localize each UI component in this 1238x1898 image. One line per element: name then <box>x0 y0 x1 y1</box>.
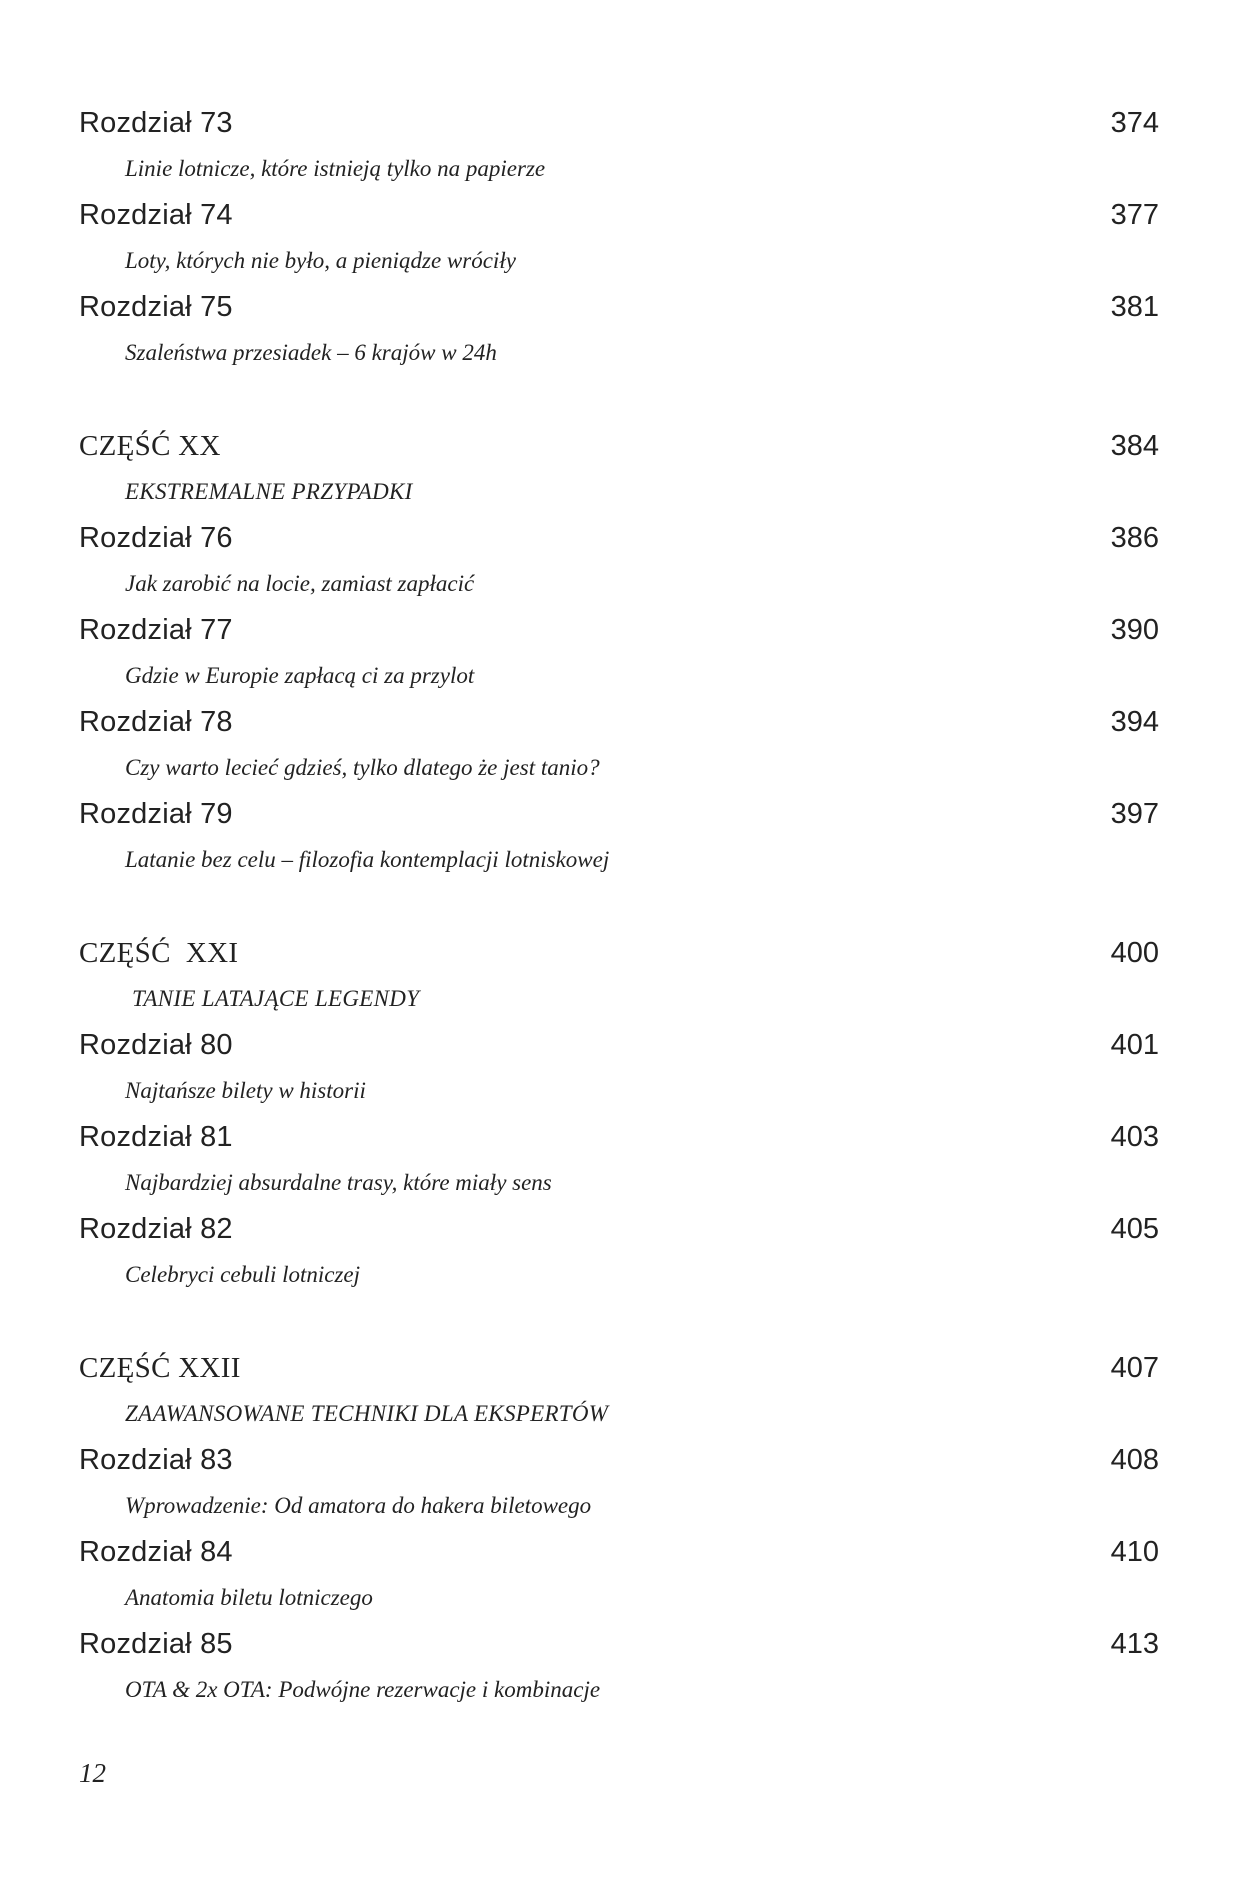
toc-chapter-row <box>79 192 1159 238</box>
chapter-title: Rozdział 74 <box>79 199 233 231</box>
chapter-subtitle: Szaleństwa przesiadek – 6 krajów w 24h <box>125 340 497 365</box>
page-number: 400 <box>1110 937 1159 969</box>
part-subtitle-row <box>79 469 1159 515</box>
toc-chapter-row <box>79 699 1159 745</box>
chapter-title: Rozdział 80 <box>79 1029 233 1061</box>
section-spacer <box>79 376 1159 423</box>
section-spacer <box>79 883 1159 930</box>
chapter-title: Rozdział 78 <box>79 706 233 738</box>
part-subtitle-row <box>79 1391 1159 1437</box>
toc-part-row <box>79 1345 1159 1391</box>
chapter-subtitle-row <box>79 330 1159 376</box>
chapter-subtitle: Najbardziej absurdalne trasy, które miały sens <box>125 1170 552 1195</box>
toc-chapter-row <box>79 1621 1159 1667</box>
chapter-subtitle-row <box>79 745 1159 791</box>
toc-chapter-row <box>79 791 1159 837</box>
chapter-subtitle: Najtańsze bilety w historii <box>125 1078 366 1103</box>
page-number: 413 <box>1110 1628 1159 1660</box>
chapter-title: Rozdział 76 <box>79 522 233 554</box>
toc-part-row <box>79 930 1159 976</box>
chapter-subtitle-row <box>79 1667 1159 1713</box>
part-subtitle-row <box>79 976 1159 1022</box>
chapter-title: Rozdział 85 <box>79 1628 233 1660</box>
chapter-title: Rozdział 81 <box>79 1121 233 1153</box>
chapter-title: Rozdział 79 <box>79 798 233 830</box>
toc-group <box>79 1345 1159 1713</box>
page-number: 384 <box>1110 430 1159 462</box>
toc-chapter-row <box>79 1437 1159 1483</box>
toc-chapter-row <box>79 1022 1159 1068</box>
chapter-subtitle: Jak zarobić na locie, zamiast zapłacić <box>125 571 475 596</box>
page-number: 374 <box>1110 107 1159 139</box>
chapter-title: Rozdział 73 <box>79 107 233 139</box>
page-number: 394 <box>1110 706 1159 738</box>
chapter-subtitle: Celebryci cebuli lotniczej <box>125 1262 361 1287</box>
chapter-subtitle-row <box>79 238 1159 284</box>
toc-group <box>79 100 1159 376</box>
chapter-subtitle: Anatomia biletu lotniczego <box>125 1585 373 1610</box>
chapter-title: Rozdział 82 <box>79 1213 233 1245</box>
chapter-title: Rozdział 84 <box>79 1536 233 1568</box>
chapter-subtitle-row <box>79 1483 1159 1529</box>
toc-chapter-row <box>79 607 1159 653</box>
chapter-subtitle-row <box>79 561 1159 607</box>
chapter-subtitle-row <box>79 653 1159 699</box>
toc-group <box>79 423 1159 883</box>
chapter-subtitle: Wprowadzenie: Od amatora do hakera biletowego <box>125 1493 592 1518</box>
part-subtitle: TANIE LATAJĄCE LEGENDY <box>132 986 420 1011</box>
page-folio-number: 12 <box>79 1758 106 1788</box>
part-title: CZĘŚĆ XXI <box>79 937 239 969</box>
toc-chapter-row <box>79 1529 1159 1575</box>
toc-chapter-row <box>79 100 1159 146</box>
toc-chapter-row <box>79 1114 1159 1160</box>
part-title: CZĘŚĆ XX <box>79 430 221 462</box>
chapter-subtitle: OTA & 2x OTA: Podwójne rezerwacje i kombinacje <box>125 1677 601 1702</box>
page-number: 403 <box>1110 1121 1159 1153</box>
toc-chapter-row <box>79 284 1159 330</box>
chapter-title: Rozdział 83 <box>79 1444 233 1476</box>
toc-chapter-row <box>79 1206 1159 1252</box>
toc-part-row <box>79 423 1159 469</box>
chapter-subtitle-row <box>79 837 1159 883</box>
chapter-subtitle: Linie lotnicze, które istnieją tylko na papierze <box>125 156 546 181</box>
chapter-subtitle: Czy warto lecieć gdzieś, tylko dlatego że jest tanio? <box>125 755 600 780</box>
chapter-subtitle: Latanie bez celu – filozofia kontemplacji lotniskowej <box>125 847 610 872</box>
chapter-title: Rozdział 77 <box>79 614 233 646</box>
page-number: 381 <box>1110 291 1159 323</box>
page-number: 386 <box>1110 522 1159 554</box>
section-spacer <box>79 1298 1159 1345</box>
chapter-title: Rozdział 75 <box>79 291 233 323</box>
part-subtitle: EKSTREMALNE PRZYPADKI <box>125 479 413 504</box>
page-number: 390 <box>1110 614 1159 646</box>
page-number: 405 <box>1110 1213 1159 1245</box>
chapter-subtitle-row <box>79 1160 1159 1206</box>
page-number: 410 <box>1110 1536 1159 1568</box>
chapter-subtitle-row <box>79 1575 1159 1621</box>
page-number: 377 <box>1110 199 1159 231</box>
toc-group <box>79 930 1159 1298</box>
page-number: 408 <box>1110 1444 1159 1476</box>
part-title: CZĘŚĆ XXII <box>79 1352 241 1384</box>
part-subtitle: ZAAWANSOWANE TECHNIKI DLA EKSPERTÓW <box>125 1401 609 1426</box>
page-number: 401 <box>1110 1029 1159 1061</box>
page-number: 407 <box>1110 1352 1159 1384</box>
chapter-subtitle: Loty, których nie było, a pieniądze wróciły <box>125 248 516 273</box>
table-of-contents <box>79 100 1159 1713</box>
page-number: 397 <box>1110 798 1159 830</box>
chapter-subtitle-row <box>79 1252 1159 1298</box>
chapter-subtitle-row <box>79 1068 1159 1114</box>
chapter-subtitle-row <box>79 146 1159 192</box>
toc-chapter-row <box>79 515 1159 561</box>
chapter-subtitle: Gdzie w Europie zapłacą ci za przylot <box>125 663 475 688</box>
